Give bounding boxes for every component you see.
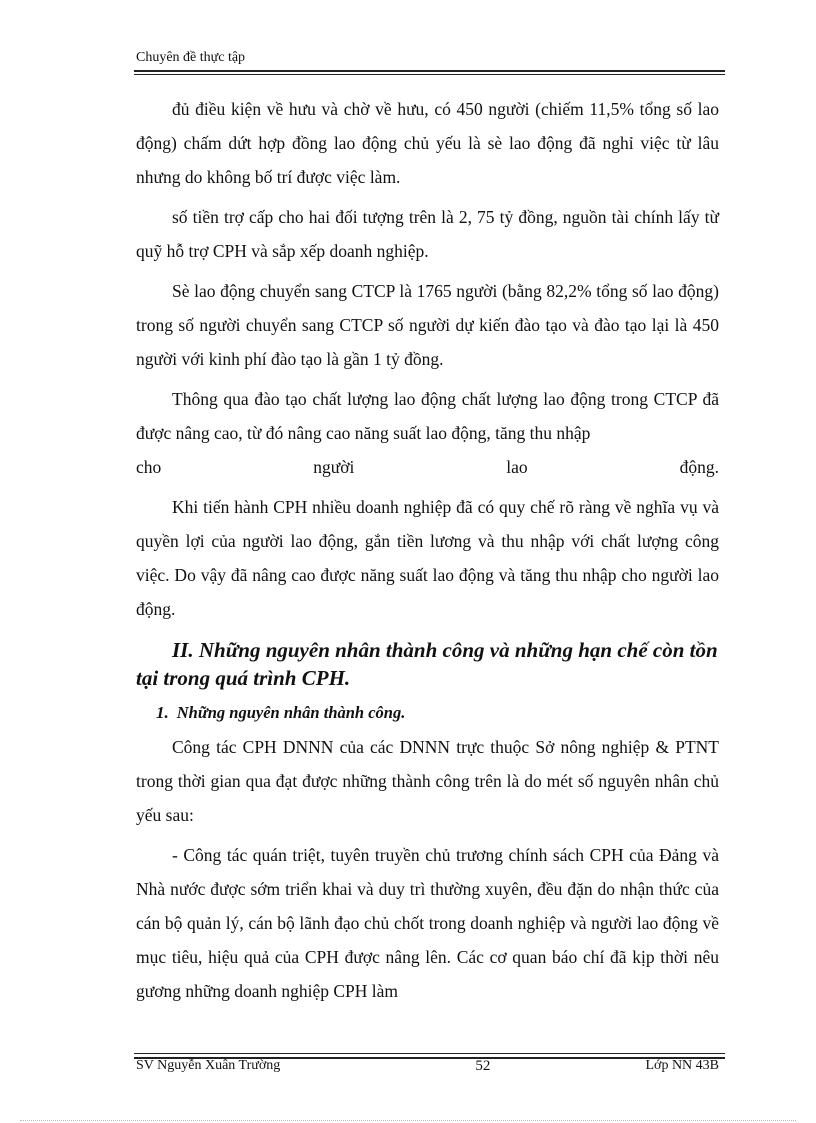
word: người [313,457,355,477]
page-edge-dotted-line [20,1120,796,1121]
paragraph: Thông qua đào tạo chất lượng lao động chất lượng lao động trong CTCP đã được nâng cao, từ đó nâng cao năng suất lao động, tăng thu nhập [136,389,719,443]
header-rule [134,70,725,72]
paragraph: Công tác CPH DNNN của các DNNN trực thuộc Sở nông nghiệp & PTNT trong thời gian qua đạt được những thành công trên là do mét số nguyên nhân chủ yếu sau: [136,737,719,825]
word: động. [679,457,719,477]
paragraph: Khi tiến hành CPH nhiều doanh nghiệp đã có quy chế rõ ràng về nghĩa vụ và quyền lợi của người lao động, gắn tiền lương và thu nhập với chất lượng công việc. Do vậy đã nâng cao được năng suất lao động và tăng thu nhập cho người lao động. [136,497,719,619]
running-header: Chuyên đề thực tập [136,50,246,65]
footer-rule-thin [134,1053,725,1054]
word: lao [506,457,528,477]
page-number: 52 [475,1058,491,1074]
paragraph-last-line [136,450,719,484]
body-text [136,92,719,1008]
subsection-heading [156,700,719,726]
paragraph: đủ điều kiện về hưu và chờ về hưu, có 450 người (chiếm 11,5% tổng số lao động) chấm dứt hợp đồng lao động chủ yếu là sè lao động đã nghỉ việc từ lâu nhưng do không bố trí được việc làm. [136,99,719,187]
subsection-title: Những nguyên nhân thành công. [176,703,406,722]
footer-class: Lớp NN 43B [645,1058,719,1073]
footer-author: SV Nguyễn Xuân Trường [136,1058,281,1073]
paragraph: - Công tác quán triệt, tuyên truyền chủ trương chính sách CPH của Đảng và Nhà nước được sớm triển khai và duy trì thường xuyên, đều đặn do nhận thức của cán bộ quản lý, cán bộ lãnh đạo chủ chốt trong doanh nghiệp và người lao động về mục tiêu, hiệu quả của CPH được nâng lên. Các cơ quan báo chí đã kịp thời nêu gương những doanh nghiệp CPH làm [136,845,719,1001]
section-heading: II. Những nguyên nhân thành công và những hạn chế còn tồn tại trong quá trình CPH. [136,638,718,690]
paragraph: Sè lao động chuyển sang CTCP là 1765 người (bằng 82,2% tổng số lao động) trong số người chuyển sang CTCP số người dự kiến đào tạo và đào tạo lại là 450 người với kinh phí đào tạo là gần 1 tỷ đồng. [136,281,719,369]
page-footer [136,1058,719,1075]
word: cho [136,457,162,477]
header-rule-thin [134,74,725,75]
subsection-number: 1. [156,703,169,722]
paragraph: số tiền trợ cấp cho hai đối tượng trên là 2, 75 tỷ đồng, nguồn tài chính lấy từ quỹ hỗ trợ CPH và sắp xếp doanh nghiệp. [136,207,719,261]
